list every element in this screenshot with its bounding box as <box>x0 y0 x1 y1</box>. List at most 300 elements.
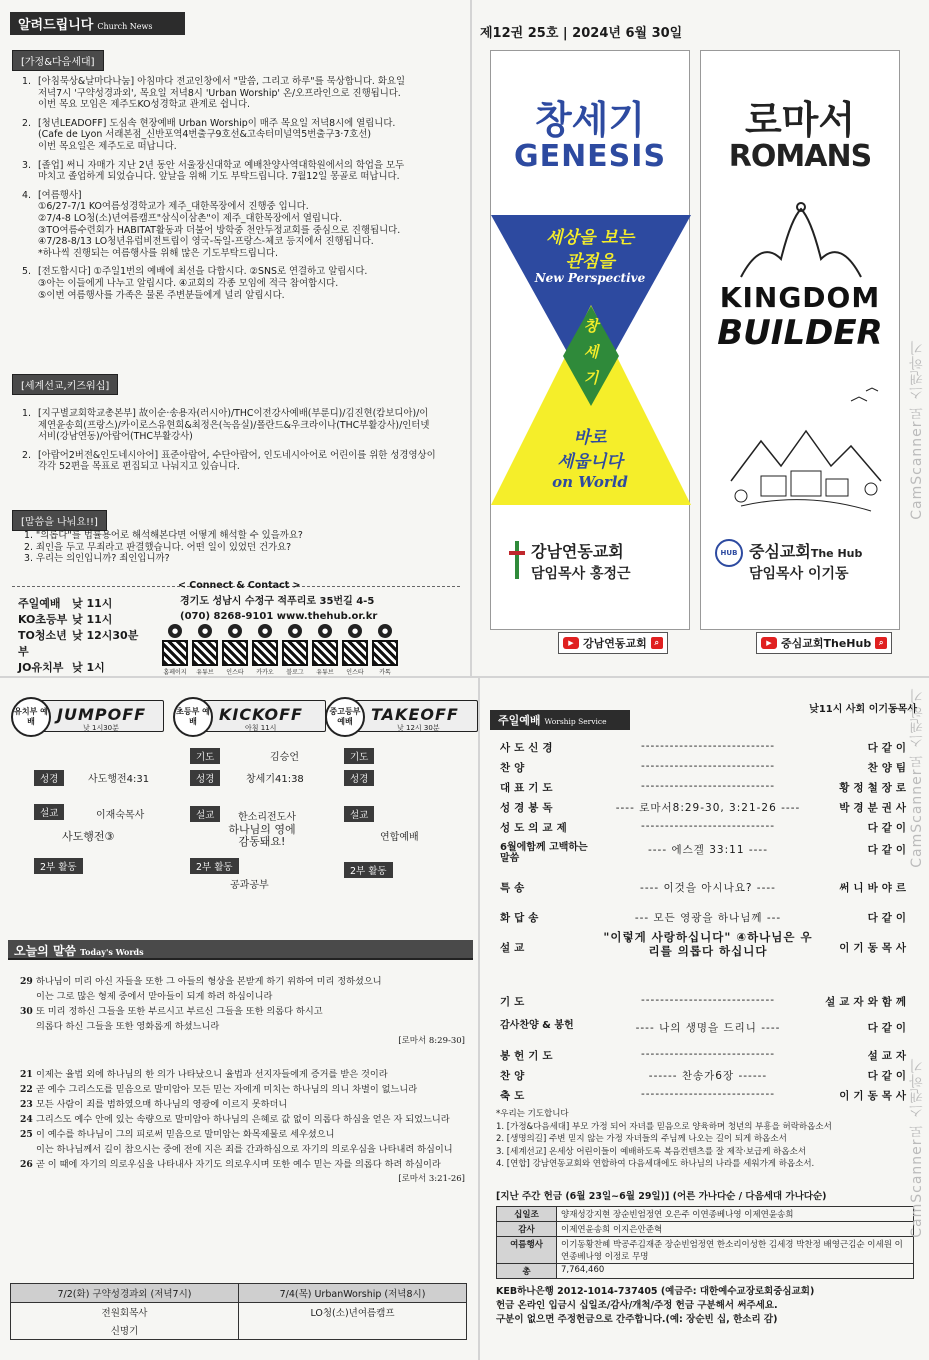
verse <box>20 1112 465 1127</box>
verse <box>20 1157 465 1172</box>
youtube-icon: ▶ <box>563 637 579 649</box>
qr-code[interactable] <box>342 624 368 676</box>
bulletin-cover-panel <box>472 0 929 676</box>
kick-part2-label: 2부 활동 <box>190 858 239 874</box>
address-block <box>180 594 377 624</box>
order-detail: ---- 나의 생명을 드리니 ---- <box>635 1022 781 1034</box>
item-number: 3. <box>22 159 31 171</box>
genesis-line1: 세상을 보는 <box>545 228 635 248</box>
item-number: 2. <box>22 449 31 461</box>
kick-pray: 김승언 <box>270 752 299 763</box>
item-number: 5. <box>22 266 31 278</box>
offering-note2: 구분이 없으면 주정헌금으로 간주합니다.(예: 장순빈 십, 한소리 감) <box>496 1314 778 1325</box>
order-detail: ---------------------------- <box>640 780 776 792</box>
worship-title: 주일예배 <box>498 714 541 727</box>
qr-icon: ● <box>198 624 212 638</box>
qr-icon: ● <box>288 624 302 638</box>
jump-preacher: 이재숙목사 <box>96 810 145 821</box>
phone-web[interactable]: (070) 8268-9101 www.thehub.or.kr <box>180 611 378 622</box>
prayer-title: *우리는 기도합니다 <box>496 1109 569 1119</box>
genesis-line3: New Perspective <box>534 271 646 285</box>
news-item <box>22 266 452 301</box>
order-leader: 다같이 <box>867 1070 910 1082</box>
verse <box>20 1097 465 1112</box>
order-detail: ---- 로마서8:29-30, 3:21-26 ---- <box>615 802 801 814</box>
scripture-text <box>20 974 465 1187</box>
item-body <box>38 76 405 111</box>
order-item: 감사찬양 & 봉헌 <box>500 1020 574 1031</box>
order-leader: 다같이 <box>867 742 910 754</box>
item-line: 이번 목요일은 제주도로 떠납니다. <box>38 140 177 152</box>
order-leader: 다같이 <box>867 1022 910 1034</box>
qr-code[interactable] <box>162 624 188 676</box>
order-leader: 이기동목사 <box>839 942 910 954</box>
item-line: 서비(강남연동)/아랍어(THC부활강사) <box>38 431 193 443</box>
offering-row <box>497 1207 913 1222</box>
service-row <box>18 612 138 628</box>
search-icon: ⌕ <box>875 637 887 649</box>
order-leader: 다같이 <box>867 844 910 856</box>
verse-text: 또 미리 정하신 그들을 또한 부르시고 부르신 그들을 또한 의롭다 하시고 <box>36 1006 323 1017</box>
order-detail: ---------------------------- <box>640 994 776 1006</box>
group-time: 낮 1시30분 <box>83 724 119 732</box>
group-title: JUMPOFF <box>57 705 147 724</box>
offering-note1: 헌금 온라인 입금시 십일조/감사/개척/주정 헌금 구분해서 써주세요. <box>496 1300 778 1311</box>
schedule-cell: LO청(소)년여름캠프 <box>310 1308 395 1319</box>
question: 1. "의롭다"를 법률용어로 해석해본다면 어떻게 해석할 수 있을까요? <box>24 530 303 541</box>
crown-icon <box>731 199 871 279</box>
bank-info <box>496 1285 814 1327</box>
worship-order-panel <box>480 678 929 1360</box>
verse-text: 이는 하나님께서 길이 참으시는 중에 전에 지은 죄를 간과하심으로 자기의 의로우심을 나타내려 하심이니 <box>36 1144 453 1155</box>
verse-text: 하나님이 미리 아신 자들을 또한 그 아들의 형상을 본받게 하기 위하여 미리 정하셨으니 <box>36 976 382 987</box>
group-title: TAKEOFF <box>371 705 459 724</box>
genesis-line4: 바로 <box>573 428 607 448</box>
schedule-row <box>11 1284 466 1303</box>
group-title: KICKOFF <box>219 705 303 724</box>
qr-image <box>192 640 218 666</box>
qr-label: 인스타 <box>226 669 244 676</box>
service-time: 낮 1시 <box>72 661 105 674</box>
prayer-item: 1. [가정&다음세대] 부모 가정 되어 자녀를 믿음으로 양육하며 청년의 부흥을 허락하옵소서 <box>496 1121 832 1132</box>
kick-sermon-label: 설교 <box>190 806 220 822</box>
qr-label: 유튜브 <box>316 669 334 676</box>
schedule-row <box>11 1303 466 1321</box>
church-news-panel <box>0 0 470 676</box>
order-leader: 박경분권사 <box>839 802 910 814</box>
item-body <box>38 160 404 183</box>
group-time: 낮 12시 30분 <box>397 724 440 732</box>
today-words-header <box>8 940 473 960</box>
church-news-title: 알려드립니다 <box>18 18 94 33</box>
kick-bible-label: 성경 <box>190 770 220 786</box>
offering-row <box>497 1222 913 1237</box>
order-item: 찬양 <box>500 762 529 774</box>
genesis-line2: 관점을 <box>565 252 615 272</box>
order-leader: 이기동목사 <box>839 1090 910 1102</box>
verse <box>20 1127 465 1142</box>
offering-table <box>496 1206 914 1279</box>
qr-code[interactable] <box>192 624 218 676</box>
group-time: 아침 11시 <box>245 724 277 732</box>
order-item: 봉헌기도 <box>500 1050 557 1062</box>
order-detail: --- 모든 영광을 하나님께 --- <box>634 912 782 924</box>
service-row <box>18 596 138 612</box>
church-news-title-en: Church News <box>97 22 153 31</box>
qr-image <box>282 640 308 666</box>
service-name: 주일예배 <box>18 597 61 610</box>
offering-names: 이제연윤송희 이지은안준혁 <box>561 1225 663 1235</box>
group-badge: 초등부 예배 <box>173 697 213 737</box>
qr-label: 카톡 <box>379 669 391 676</box>
verse-reference: [로마서 3:21-26] <box>398 1174 465 1184</box>
offering-row <box>497 1264 913 1278</box>
qr-code[interactable] <box>312 624 338 676</box>
verse-text: 그리스도 예수 안에 있는 속량으로 말미암아 하나님의 은혜로 값 없이 의롭다 하심을 얻은 자 되었느니라 <box>36 1114 450 1125</box>
order-item: 설교 <box>500 942 529 954</box>
verse <box>20 1004 465 1019</box>
prayer-item: 3. [세계선교] 온세상 어린이들이 예배하도록 복음컨텐츠를 잘 제작·보급케 하옵소서 <box>496 1146 807 1157</box>
verse-text: 곧 예수 그리스도를 믿음으로 말미암아 모든 믿는 자에게 미치는 하나님의 의니 차별이 없느니라 <box>36 1084 418 1095</box>
youtube-channel-gangnam: 강남연동교회 <box>583 637 647 650</box>
kick-pray-label: 기도 <box>190 748 220 764</box>
qr-code[interactable] <box>372 624 398 676</box>
youtube-link-gangnam[interactable] <box>558 632 668 654</box>
verse-number: 22 <box>20 1084 33 1095</box>
kick-sermon <box>212 824 312 848</box>
prayer-item: 2. [생명의길] 주변 믿지 않는 가정 자녀들의 주님께 나오는 길이 되게 하옵소서 <box>496 1134 787 1144</box>
qr-icon: ● <box>348 624 362 638</box>
offering-names: 7,764,460 <box>561 1265 605 1275</box>
kick-part2: 공과공부 <box>230 880 269 891</box>
service-row <box>18 660 138 676</box>
order-item: 사도신경 <box>500 742 557 754</box>
schedule-cell: 7/4(목) UrbanWorship (저녁8시) <box>239 1284 466 1303</box>
item-line: [청년LEADOFF] 도심속 현장예배 Urban Worship이 매주 목요일 저녁8시에 열립니다. <box>38 117 396 129</box>
item-line: [지구별교회학교총본부] 故이순·송용자(러시아)/THC이전강사예배(부룬디)/김진현(캄보디아)/이 <box>38 408 429 419</box>
jump-bible: 사도행전4:31 <box>88 774 150 785</box>
today-words-title: 오늘의 말씀 <box>14 944 77 958</box>
order-leader: 설교자 <box>867 1050 910 1062</box>
offering-type: 여름행사 <box>497 1237 557 1263</box>
genesis-middle: 창세기 <box>583 317 599 387</box>
offering-names: 양재성강지현 장순빈엄정연 오은주 이연종베나영 이제연윤송희 <box>561 1210 794 1220</box>
item-line: ④7/28-8/13 LO청년유럽비전트립이 영국-독일-프랑스-체코 등지에서 진행됩니다. <box>38 236 374 248</box>
schedule-cell: 7/2(화) 구약성경과외 (저녁7시) <box>11 1284 239 1303</box>
church-news-header <box>10 12 185 35</box>
item-body <box>38 118 395 153</box>
offering-type: 감사 <box>497 1222 557 1236</box>
qr-image <box>252 640 278 666</box>
hub-logo-icon: HUB <box>715 539 743 567</box>
genesis-title-en: GENESIS <box>513 139 667 174</box>
genesis-church: 강남연동교회 <box>531 542 624 561</box>
spacer <box>20 1049 465 1067</box>
item-number: 1. <box>22 76 31 87</box>
verse-number <box>20 1142 36 1157</box>
camscanner-watermark: CamScanner로 스캔하기 <box>909 688 925 868</box>
kick-sermon-line1: 하나님의 영에 <box>228 823 296 836</box>
item-number: 1. <box>22 408 31 419</box>
order-item: 성경봉독 <box>500 802 557 814</box>
item-line: *하나씩 진행되는 여름행사를 위해 많은 기도부탁드립니다. <box>38 247 278 259</box>
order-item: 6월에함께 고백하는말씀 <box>500 842 588 864</box>
qr-label: 홈페이지 <box>163 669 187 676</box>
prayer-item: 4. [연합] 강남연동교회와 연합하여 다음세대에도 하나님의 나라를 세워가게 하옵소서. <box>496 1159 815 1169</box>
kick-sermon-line2: 감동돼요! <box>238 835 286 848</box>
kids-group-jumpoff <box>12 700 164 732</box>
verse-text: 이 예수를 하나님이 그의 피로써 믿음으로 말미암는 화목제물로 세우셨으니 <box>36 1129 335 1140</box>
prayer-list <box>496 1108 916 1171</box>
qr-codes <box>162 624 398 676</box>
order-item: 특송 <box>500 882 529 894</box>
qr-code[interactable] <box>222 624 248 676</box>
order-item: 화답송 <box>500 912 543 924</box>
qr-image <box>372 640 398 666</box>
order-detail: ------ 찬송가6장 ------ <box>648 1070 768 1082</box>
order-detail: ---------------------------- <box>640 820 776 832</box>
youtube-link-hub[interactable] <box>756 632 892 654</box>
order-detail: "이렇게 사랑하십니다" ④하나님은 우리를 의롭다 하십니다 <box>603 930 813 958</box>
item-line: 저녁7시 '구약성경과외', 목요일 저녁8시 'Urban Worship' 온/오프라인으로 진행됩니다. <box>38 87 401 99</box>
worship-header <box>490 710 630 730</box>
service-name: KO초등부 <box>18 613 68 626</box>
item-line: 이번 목요 모임은 제주도KO성경학교 관계로 쉽니다. <box>38 99 251 111</box>
take-sermon: 연합예배 <box>380 832 419 843</box>
genesis-line5: 세웁니다 <box>557 452 623 472</box>
order-item: 성도의교제 <box>500 822 571 834</box>
offering-type: 십일조 <box>497 1207 557 1221</box>
schedule-cell: 전원회목사 <box>11 1303 239 1321</box>
verse <box>20 1067 465 1082</box>
jump-sermon: 사도행전③ <box>62 830 115 843</box>
worship-title-en: Worship Service <box>544 717 607 726</box>
weekly-schedule-table <box>10 1283 467 1340</box>
news-item <box>22 190 452 260</box>
news-item <box>22 450 452 473</box>
offering-title: [지난 주간 헌금 (6월 23일~6월 29일)] (어른 가나다순 / 다음세대 가나다순) <box>496 1191 827 1202</box>
item-body <box>38 266 367 301</box>
qr-label: 카카오 <box>256 669 274 676</box>
city-landscape-icon <box>721 371 891 521</box>
take-bible-label: 성경 <box>344 770 374 786</box>
group-badge: 유치부 예배 <box>11 697 51 737</box>
item-line: ⑤이번 여름행사를 가족은 물론 주변분들에게 널리 알립시다. <box>38 289 285 301</box>
romans-church-ko: 중심교회 <box>749 542 811 561</box>
qr-icon: ● <box>318 624 332 638</box>
news-item <box>22 160 452 183</box>
order-detail: ---------------------------- <box>640 1048 776 1060</box>
order-leader: 찬양팀 <box>867 762 910 774</box>
romans-church-en: The Hub <box>810 547 863 560</box>
jump-sermon-label: 설교 <box>34 804 64 820</box>
verse <box>20 1082 465 1097</box>
verse-number: 23 <box>20 1099 33 1110</box>
section-share: [말씀을 나눠요!!] <box>12 510 107 531</box>
question: 2. 죄인을 두고 무죄라고 판결했습니다. 어떤 일이 있었던 건가요? <box>24 541 292 553</box>
address: 경기도 성남시 수정구 적푸리로 35번길 4-5 <box>180 596 375 607</box>
schedule-cell <box>239 1321 466 1339</box>
schedule-cell: 신명기 <box>11 1321 239 1339</box>
item-body <box>38 450 436 473</box>
order-detail: ---- 이것을 아시나요? ---- <box>640 882 776 894</box>
verse <box>20 974 465 989</box>
section-family: [가정&다음세대] <box>12 50 104 71</box>
verse-text: 이는 그로 많은 형제 중에서 맏아들이 되게 하려 하심이니라 <box>36 991 273 1002</box>
item-number: 4. <box>22 189 31 201</box>
offering-row <box>497 1237 913 1264</box>
schedule-row <box>11 1321 466 1339</box>
item-line: [졸업] 써니 자매가 지난 2년 동안 서울장신대학교 예배찬양사역대학원에서의 학업을 모두 <box>38 159 405 171</box>
genesis-line6: on World <box>552 473 628 491</box>
order-item: 기도 <box>500 996 529 1008</box>
qr-image <box>312 640 338 666</box>
order-item: 찬양 <box>500 1070 529 1082</box>
camscanner-watermark: CamScanner로 스캔하기 <box>909 1058 925 1238</box>
order-detail: ---------------------------- <box>640 760 776 772</box>
qr-label: 유튜브 <box>196 669 214 676</box>
service-time: 낮 11시 <box>72 613 113 626</box>
service-time: 낮 12시30분 <box>72 629 139 642</box>
verse-number: 26 <box>20 1159 33 1170</box>
qr-code[interactable] <box>252 624 278 676</box>
news-item <box>22 118 452 153</box>
item-line: 마치고 졸업하게 되었습니다. 앞날을 위해 기도 부탁드립니다. 7월12일 몽골로 떠납니다. <box>38 171 400 183</box>
section-mission: [세계선교,키즈워십] <box>12 374 118 395</box>
news-item <box>22 408 452 443</box>
item-body <box>38 190 400 260</box>
take-pray-label: 기도 <box>344 748 374 764</box>
romans-title-ko: 로마서 <box>744 98 856 142</box>
verse-text: 이제는 율법 외에 하나님의 한 의가 나타났으니 율법과 선지자들에게 증거를 받은 것이라 <box>36 1069 388 1080</box>
qr-icon: ● <box>258 624 272 638</box>
qr-code[interactable] <box>282 624 308 676</box>
item-line: ①6/27-7/1 KO여름성경학교가 제주_대한목장에서 진행중 입니다. <box>38 201 309 213</box>
qr-label: 인스타 <box>346 669 364 676</box>
item-line: [아침묵상&날마다나눔] 아침마다 전교인창에서 "말씀, 그리고 하루"를 묵상합니다. 화요일 <box>38 76 406 87</box>
item-line: ②7/4-8 LO청(소)년여름캠프"삼식이삼촌"이 제주_대한목장에서 열립니다. <box>38 212 343 224</box>
kingdom-text: KINGDOM <box>719 281 881 314</box>
romans-pastor: 담임목사 이기동 <box>749 566 849 582</box>
verse-number: 25 <box>20 1129 33 1140</box>
qr-icon: ● <box>378 624 392 638</box>
question-list <box>24 530 454 565</box>
genesis-title-ko: 창세기 <box>534 98 646 142</box>
verse-number <box>20 1019 36 1034</box>
verse <box>20 1142 465 1157</box>
qr-image <box>222 640 248 666</box>
take-part2-label: 2부 활동 <box>344 862 393 878</box>
qr-image <box>342 640 368 666</box>
service-name: TO청소년부 <box>18 629 67 658</box>
item-line: 제연윤송희(프랑스)/카이로스유현희&최정은(녹음실)/폴란드&우크라이나(THC부활강사)/인터넷 <box>38 419 430 431</box>
issue-date: 제12권 25호 | 2024년 6월 30일 <box>480 26 683 41</box>
group-badge: 중고등부 예배 <box>325 697 365 737</box>
kick-bible: 창세기41:38 <box>246 774 304 785</box>
youtube-icon: ▶ <box>761 637 777 649</box>
search-icon: ⌕ <box>651 637 663 649</box>
verse <box>20 1019 465 1034</box>
qr-icon: ● <box>228 624 242 638</box>
verse-text: 의롭다 하신 그들을 또한 영화롭게 하셨느니라 <box>36 1021 220 1032</box>
genesis-banner <box>490 50 690 630</box>
take-sermon-label: 설교 <box>344 806 374 822</box>
item-line: [아랍어2버전&인도네시아어] 표준아랍어, 수단아랍어, 인도네시아어로 어린이를 위한 성경영상이 <box>38 449 436 461</box>
genesis-pastor: 담임목사 홍정근 <box>531 566 631 582</box>
verse-number: 21 <box>20 1069 33 1080</box>
service-name: JO유치부 <box>18 661 64 674</box>
item-number: 2. <box>22 117 31 129</box>
youtube-channel-hub: 중심교회TheHub <box>781 637 872 650</box>
kids-worship-panel <box>0 678 478 1360</box>
verse-text: 모든 사람이 죄를 범하였으매 하나님의 영광에 이르지 못하더니 <box>36 1099 288 1110</box>
order-detail: ---------------------------- <box>640 740 776 752</box>
question: 3. 우리는 의인입니까? 죄인입니까? <box>24 553 170 565</box>
verse-number: 29 <box>20 976 33 987</box>
offering-type: 총 <box>497 1264 557 1278</box>
camscanner-watermark: CamScanner로 스캔하기 <box>909 340 925 520</box>
jump-bible-label: 성경 <box>34 770 64 786</box>
news-item <box>22 76 452 111</box>
cross-icon <box>509 541 525 579</box>
order-leader: 다같이 <box>867 822 910 834</box>
service-times <box>18 596 138 676</box>
romans-church <box>749 539 862 562</box>
order-item: 대표기도 <box>500 782 557 794</box>
order-detail: ---- 에스겔 33:11 ---- <box>647 844 768 856</box>
verse-text: 곧 이 때에 자기의 의로우심을 나타내사 자기도 의로우시며 또한 예수 믿는 자를 의롭다 하려 하심이라 <box>36 1159 441 1170</box>
order-leader: 설교자와함께 <box>825 996 910 1008</box>
romans-title-en: ROMANS <box>728 139 872 174</box>
item-line: [전도합시다] ①주일1번의 예배에 최선을 다합시다. ②SNS로 연결하고 알립시다. <box>38 266 368 278</box>
item-line: ③아는 이들에게 나누고 알립시다. ④교회의 각종 모임에 적극 참여합시다. <box>38 277 339 289</box>
order-leader: 다같이 <box>867 912 910 924</box>
verse-number: 30 <box>20 1006 33 1017</box>
bank-account: KEB하나은행 2012-1014-737405 (예금주: 대한예수교장로회중심교회) <box>496 1286 815 1297</box>
service-row <box>18 628 138 660</box>
order-leader: 써니바야르 <box>839 882 910 894</box>
today-words-title-en: Today's Words <box>80 947 144 957</box>
item-line: (Cafe de Lyon 서래본점_신반포역4번출구9호선&고속터미널역5번출구3·7호선) <box>38 129 372 141</box>
item-line: ③TO여름수련회가 HABITAT활동과 더불어 방학중 천안두정교회를 중심으로 진행됩니다. <box>38 224 401 236</box>
order-item: 축도 <box>500 1090 529 1102</box>
item-line: 각각 52편을 목표로 편집되고 나눠지고 있습니다. <box>38 461 240 473</box>
mission-list <box>22 408 452 480</box>
service-time: 낮 11시 <box>72 597 113 610</box>
qr-icon: ● <box>168 624 182 638</box>
worship-host: 낮11시 사회 이기동목사 <box>809 704 917 715</box>
verse-number <box>20 989 36 1004</box>
kids-group-takeoff <box>326 700 478 732</box>
kick-preacher: 한소리전도사 <box>238 812 296 823</box>
jump-part2-label: 2부 활동 <box>34 858 83 874</box>
item-body <box>38 408 429 443</box>
verse-number: 24 <box>20 1114 33 1125</box>
offering-names: 이기동황찬혜 박공주김재준 장순빈엄정연 한소리이성한 김세경 박찬정 배영근김순 이세원 이연종베나영 이정로 무명 <box>561 1240 903 1262</box>
verse <box>20 989 465 1004</box>
qr-label: 블로그 <box>286 669 304 676</box>
order-leader: 황정철장로 <box>839 782 910 794</box>
qr-image <box>162 640 188 666</box>
order-detail: ---------------------------- <box>640 1088 776 1100</box>
builder-text: BUILDER <box>717 313 883 353</box>
item-line: [여름행사] <box>38 189 82 201</box>
news-list <box>22 76 452 308</box>
kids-group-kickoff <box>174 700 326 732</box>
contact-title: < Connect & Contact > <box>178 580 301 591</box>
romans-banner <box>700 50 900 630</box>
verse-reference: [로마서 8:29-30] <box>398 1036 465 1046</box>
